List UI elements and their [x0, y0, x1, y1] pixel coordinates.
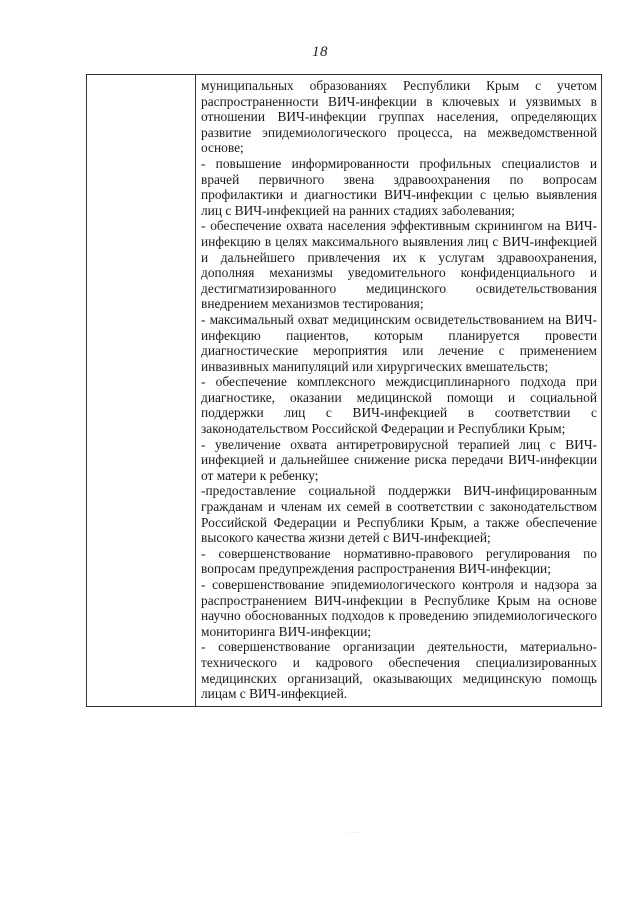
paragraph-item: - обеспечение охвата населения эффективным скринингом на ВИЧ-инфекцию в целях максимального выявления лиц с ВИЧ-инфекцией и дальнейшего привлечения их к услугам здравоохранения, дополняя механизмы уведомительного конфиденциального и дестигматизированного медицинского освидетельствования внедрением механизмов тестирования;	[201, 218, 597, 312]
left-cell	[87, 75, 196, 707]
document-table	[86, 74, 602, 707]
paragraph-item: - максимальный охват медицинским освидетельствованием на ВИЧ-инфекцию пациентов, которым планируется провести диагностические мероприятия или лечение с применением инвазивных манипуляций или хирургических вмешательств;	[201, 311, 597, 374]
paragraph-item: - совершенствование организации деятельности, материально-технического и кадрового обеспечения специализированных медицинских организаций, оказывающих медицинскую помощь лицам с ВИЧ-инфекцией.	[201, 639, 597, 702]
right-cell	[196, 75, 602, 707]
paragraph-item: - увеличение охвата антиретровирусной терапией лиц с ВИЧ-инфекцией и дальнейшее снижение риска передачи ВИЧ-инфекции от матери к ребенку;	[201, 436, 597, 483]
paragraph-item: - повышение информированности профильных специалистов и врачей первичного звена здравоохранения по вопросам профилактики и диагностики ВИЧ-инфекции с целью выявления лиц с ВИЧ-инфекцией на ранних стадиях заболевания;	[201, 155, 597, 218]
scan-speck: · · ·	[348, 829, 359, 837]
paragraph-intro: муниципальных образованиях Республики Крым с учетом распространенности ВИЧ-инфекции в ключевых и уязвимых в отношении ВИЧ-инфекции группах населения, определяющих развитие эпидемиологического процесса, на межведомственной основе;	[201, 78, 597, 156]
paragraph-item: -предоставление социальной поддержки ВИЧ-инфицированным гражданам и членам их семей в соответствии с законодательством Российской Федерации и Республики Крым, а также обеспечение высокого качества жизни детей с ВИЧ-инфекцией;	[201, 483, 597, 546]
paragraph-item: - совершенствование нормативно-правового регулирования по вопросам предупреждения распространения ВИЧ-инфекции;	[201, 545, 597, 577]
page-number: 18	[312, 44, 328, 60]
cell-content	[201, 78, 597, 702]
paragraph-item: - совершенствование эпидемиологического контроля и надзора за распространением ВИЧ-инфекции в Республике Крым на основе научно обоснованных подходов к проведению эпидемиологического мониторинга ВИЧ-инфекции;	[201, 577, 597, 639]
paragraph-item: - обеспечение комплексного междисциплинарного подхода при диагностике, оказании медицинской помощи и социальной поддержки лиц с ВИЧ-инфекцией в соответствии с законодательством Российской Федерации и Республики Крым;	[201, 374, 597, 437]
table-row	[87, 75, 602, 707]
